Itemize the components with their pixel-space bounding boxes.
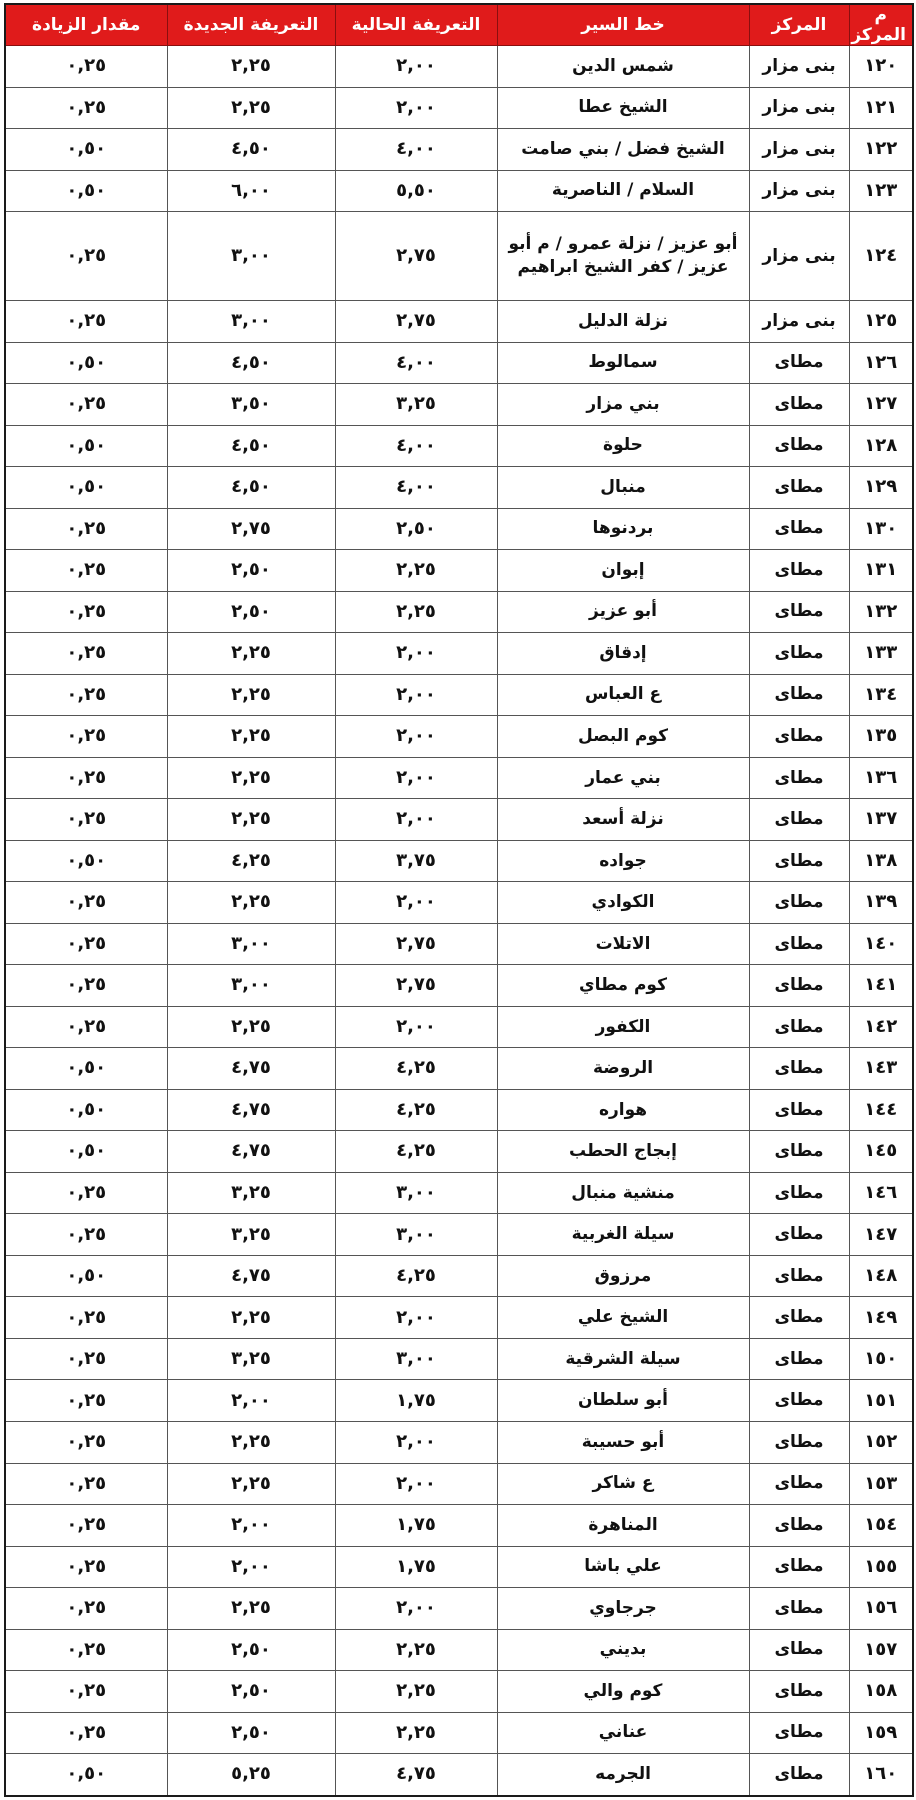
cell-current-fare: ٢,٧٥ <box>335 923 497 965</box>
cell-increase: ٠,٢٥ <box>5 508 167 550</box>
cell-new-fare: ٢,٧٥ <box>167 508 335 550</box>
cell-center: مطاى <box>749 1754 849 1796</box>
cell-route: أبو حسيبة <box>497 1421 749 1463</box>
table-header-row <box>5 4 913 46</box>
cell-center-no: ١٢١ <box>849 87 913 129</box>
cell-new-fare: ٤,٧٥ <box>167 1048 335 1090</box>
table-row <box>5 799 913 841</box>
cell-center-no: ١٤٣ <box>849 1048 913 1090</box>
cell-increase: ٠,٥٠ <box>5 1754 167 1796</box>
cell-center: مطاى <box>749 1546 849 1588</box>
cell-route: الشيخ علي <box>497 1297 749 1339</box>
fare-table <box>4 3 914 1797</box>
table-row <box>5 1380 913 1422</box>
table-row <box>5 1671 913 1713</box>
cell-route: الكوادي <box>497 882 749 924</box>
header-center-no: م المركز <box>849 4 913 46</box>
cell-current-fare: ٢,٢٥ <box>335 1712 497 1754</box>
table-row <box>5 1297 913 1339</box>
cell-current-fare: ٢,٠٠ <box>335 799 497 841</box>
cell-increase: ٠,٥٠ <box>5 467 167 509</box>
table-row <box>5 965 913 1007</box>
cell-current-fare: ٢,٢٥ <box>335 550 497 592</box>
cell-new-fare: ٣,٢٥ <box>167 1214 335 1256</box>
cell-new-fare: ٤,٧٥ <box>167 1131 335 1173</box>
cell-increase: ٠,٢٥ <box>5 1421 167 1463</box>
cell-center-no: ١٤٧ <box>849 1214 913 1256</box>
cell-center: بنى مزار <box>749 212 849 301</box>
cell-current-fare: ٢,٠٠ <box>335 757 497 799</box>
table-row <box>5 467 913 509</box>
cell-current-fare: ٤,٢٥ <box>335 1131 497 1173</box>
cell-increase: ٠,٢٥ <box>5 965 167 1007</box>
cell-route: سيلة الشرقية <box>497 1338 749 1380</box>
cell-increase: ٠,٢٥ <box>5 212 167 301</box>
cell-current-fare: ٣,٠٠ <box>335 1338 497 1380</box>
cell-route: بردنوها <box>497 508 749 550</box>
cell-increase: ٠,٢٥ <box>5 1172 167 1214</box>
cell-center: مطاى <box>749 1629 849 1671</box>
cell-current-fare: ٢,٠٠ <box>335 1421 497 1463</box>
cell-current-fare: ٢,٠٠ <box>335 1463 497 1505</box>
cell-route: أبو عزيز <box>497 591 749 633</box>
cell-new-fare: ٣,٠٠ <box>167 212 335 301</box>
table-row <box>5 1505 913 1547</box>
cell-center-no: ١٥٦ <box>849 1588 913 1630</box>
cell-route: ع العباس <box>497 674 749 716</box>
cell-route: كوم مطاي <box>497 965 749 1007</box>
table-row <box>5 1754 913 1796</box>
cell-current-fare: ٢,٧٥ <box>335 212 497 301</box>
cell-current-fare: ٤,٧٥ <box>335 1754 497 1796</box>
cell-center-no: ١٥١ <box>849 1380 913 1422</box>
cell-increase: ٠,٥٠ <box>5 1048 167 1090</box>
cell-increase: ٠,٢٥ <box>5 1338 167 1380</box>
cell-center: مطاى <box>749 1131 849 1173</box>
table-row <box>5 840 913 882</box>
cell-route: أبو عزيز / نزلة عمرو / م أبو عزيز / كفر الشيخ ابراهيم <box>497 212 749 301</box>
cell-new-fare: ٣,٠٠ <box>167 965 335 1007</box>
cell-center: مطاى <box>749 716 849 758</box>
cell-new-fare: ٤,٥٠ <box>167 342 335 384</box>
cell-center-no: ١٢٨ <box>849 425 913 467</box>
cell-route: الجرمه <box>497 1754 749 1796</box>
table-row <box>5 1089 913 1131</box>
cell-center: مطاى <box>749 1006 849 1048</box>
cell-route: السلام / الناصرية <box>497 170 749 212</box>
cell-route: مرزوق <box>497 1255 749 1297</box>
cell-center-no: ١٤٠ <box>849 923 913 965</box>
cell-center: مطاى <box>749 1214 849 1256</box>
cell-center-no: ١٢٤ <box>849 212 913 301</box>
table-row <box>5 550 913 592</box>
table-row <box>5 1463 913 1505</box>
cell-increase: ٠,٢٥ <box>5 1546 167 1588</box>
cell-current-fare: ٢,٠٠ <box>335 46 497 88</box>
cell-route: إبوان <box>497 550 749 592</box>
table-row <box>5 882 913 924</box>
cell-new-fare: ٤,٢٥ <box>167 840 335 882</box>
cell-center-no: ١٤٨ <box>849 1255 913 1297</box>
header-center: المركز <box>749 4 849 46</box>
cell-increase: ٠,٢٥ <box>5 301 167 343</box>
cell-route: جواده <box>497 840 749 882</box>
table-row <box>5 633 913 675</box>
cell-increase: ٠,٢٥ <box>5 799 167 841</box>
cell-increase: ٠,٢٥ <box>5 757 167 799</box>
cell-increase: ٠,٢٥ <box>5 384 167 426</box>
cell-center-no: ١٣٦ <box>849 757 913 799</box>
cell-route: الروضة <box>497 1048 749 1090</box>
cell-increase: ٠,٢٥ <box>5 716 167 758</box>
table-row <box>5 1214 913 1256</box>
cell-center-no: ١٢٧ <box>849 384 913 426</box>
cell-center: مطاى <box>749 1588 849 1630</box>
cell-current-fare: ٣,٠٠ <box>335 1172 497 1214</box>
cell-center-no: ١٤١ <box>849 965 913 1007</box>
cell-center-no: ١٣٧ <box>849 799 913 841</box>
cell-new-fare: ٢,٥٠ <box>167 591 335 633</box>
cell-center-no: ١٣٩ <box>849 882 913 924</box>
cell-center: مطاى <box>749 882 849 924</box>
cell-current-fare: ٢,٠٠ <box>335 633 497 675</box>
cell-route: منشية منبال <box>497 1172 749 1214</box>
cell-current-fare: ١,٧٥ <box>335 1380 497 1422</box>
cell-center: بنى مزار <box>749 46 849 88</box>
cell-center: مطاى <box>749 508 849 550</box>
cell-center-no: ١٣٨ <box>849 840 913 882</box>
cell-new-fare: ٢,٢٥ <box>167 1297 335 1339</box>
cell-increase: ٠,٢٥ <box>5 1297 167 1339</box>
cell-new-fare: ٢,٢٥ <box>167 1006 335 1048</box>
cell-increase: ٠,٢٥ <box>5 550 167 592</box>
table-row <box>5 170 913 212</box>
cell-new-fare: ٣,٢٥ <box>167 1172 335 1214</box>
table-row <box>5 1546 913 1588</box>
cell-center: مطاى <box>749 1463 849 1505</box>
table-row <box>5 508 913 550</box>
table-row <box>5 212 913 301</box>
header-current-fare: التعريفة الحالية <box>335 4 497 46</box>
cell-new-fare: ٢,٢٥ <box>167 633 335 675</box>
cell-new-fare: ٢,٥٠ <box>167 1712 335 1754</box>
cell-route: هواره <box>497 1089 749 1131</box>
cell-center-no: ١٣٢ <box>849 591 913 633</box>
cell-new-fare: ٤,٧٥ <box>167 1255 335 1297</box>
table-row <box>5 1629 913 1671</box>
cell-new-fare: ٣,٥٠ <box>167 384 335 426</box>
cell-center: مطاى <box>749 923 849 965</box>
cell-center-no: ١٣٥ <box>849 716 913 758</box>
cell-center: مطاى <box>749 1255 849 1297</box>
cell-new-fare: ٦,٠٠ <box>167 170 335 212</box>
table-row <box>5 757 913 799</box>
cell-center: مطاى <box>749 384 849 426</box>
cell-center-no: ١٣٠ <box>849 508 913 550</box>
cell-center: مطاى <box>749 1172 849 1214</box>
cell-route: المناهرة <box>497 1505 749 1547</box>
cell-route: سمالوط <box>497 342 749 384</box>
cell-center: بنى مزار <box>749 170 849 212</box>
cell-new-fare: ٢,٢٥ <box>167 716 335 758</box>
cell-current-fare: ٢,٥٠ <box>335 508 497 550</box>
cell-increase: ٠,٥٠ <box>5 342 167 384</box>
table-row <box>5 923 913 965</box>
cell-increase: ٠,٢٥ <box>5 1214 167 1256</box>
cell-increase: ٠,٥٠ <box>5 1089 167 1131</box>
cell-new-fare: ٢,٢٥ <box>167 674 335 716</box>
cell-center: مطاى <box>749 674 849 716</box>
cell-center-no: ١٦٠ <box>849 1754 913 1796</box>
table-row <box>5 1048 913 1090</box>
cell-increase: ٠,٢٥ <box>5 1712 167 1754</box>
table-row <box>5 716 913 758</box>
cell-new-fare: ٢,٠٠ <box>167 1505 335 1547</box>
cell-new-fare: ٤,٥٠ <box>167 467 335 509</box>
cell-center-no: ١٢٩ <box>849 467 913 509</box>
table-body <box>5 46 913 1797</box>
cell-new-fare: ٢,٢٥ <box>167 799 335 841</box>
table-row <box>5 674 913 716</box>
cell-route: أبو سلطان <box>497 1380 749 1422</box>
cell-center: مطاى <box>749 799 849 841</box>
cell-route: نزلة أسعد <box>497 799 749 841</box>
cell-center-no: ١٤٤ <box>849 1089 913 1131</box>
table-row <box>5 1131 913 1173</box>
cell-center-no: ١٣٤ <box>849 674 913 716</box>
table-row <box>5 425 913 467</box>
cell-route: الشيخ عطا <box>497 87 749 129</box>
cell-current-fare: ٣,٧٥ <box>335 840 497 882</box>
cell-increase: ٠,٢٥ <box>5 674 167 716</box>
table-row <box>5 1172 913 1214</box>
cell-current-fare: ٢,٠٠ <box>335 674 497 716</box>
cell-center-no: ١٤٦ <box>849 1172 913 1214</box>
table-row <box>5 87 913 129</box>
cell-new-fare: ٣,٠٠ <box>167 301 335 343</box>
cell-increase: ٠,٢٥ <box>5 1671 167 1713</box>
cell-center: مطاى <box>749 1089 849 1131</box>
cell-center: مطاى <box>749 467 849 509</box>
cell-new-fare: ٢,٢٥ <box>167 87 335 129</box>
cell-center-no: ١٤٥ <box>849 1131 913 1173</box>
cell-route: علي باشا <box>497 1546 749 1588</box>
cell-center-no: ١٢٠ <box>849 46 913 88</box>
cell-center-no: ١٢٥ <box>849 301 913 343</box>
cell-center: مطاى <box>749 1338 849 1380</box>
cell-current-fare: ٢,٠٠ <box>335 87 497 129</box>
cell-center-no: ١٥٥ <box>849 1546 913 1588</box>
table-row <box>5 129 913 171</box>
cell-increase: ٠,٢٥ <box>5 882 167 924</box>
table-row <box>5 301 913 343</box>
cell-increase: ٠,٢٥ <box>5 46 167 88</box>
cell-new-fare: ٢,٥٠ <box>167 1671 335 1713</box>
cell-current-fare: ١,٧٥ <box>335 1546 497 1588</box>
cell-center: مطاى <box>749 425 849 467</box>
cell-current-fare: ٣,٠٠ <box>335 1214 497 1256</box>
cell-new-fare: ٥,٢٥ <box>167 1754 335 1796</box>
cell-current-fare: ٢,٢٥ <box>335 1671 497 1713</box>
cell-new-fare: ٢,٥٠ <box>167 550 335 592</box>
cell-new-fare: ٣,٠٠ <box>167 923 335 965</box>
cell-new-fare: ٢,٢٥ <box>167 882 335 924</box>
cell-new-fare: ٢,٢٥ <box>167 1463 335 1505</box>
cell-center-no: ١٥٠ <box>849 1338 913 1380</box>
cell-route: الاتلات <box>497 923 749 965</box>
cell-increase: ٠,٥٠ <box>5 840 167 882</box>
cell-route: كوم البصل <box>497 716 749 758</box>
cell-new-fare: ٢,٢٥ <box>167 757 335 799</box>
cell-increase: ٠,٢٥ <box>5 1588 167 1630</box>
cell-current-fare: ٢,٠٠ <box>335 716 497 758</box>
cell-route: نزلة الدليل <box>497 301 749 343</box>
cell-current-fare: ٤,٢٥ <box>335 1089 497 1131</box>
cell-route: عناني <box>497 1712 749 1754</box>
cell-center-no: ١٤٩ <box>849 1297 913 1339</box>
cell-current-fare: ٣,٢٥ <box>335 384 497 426</box>
cell-increase: ٠,٥٠ <box>5 425 167 467</box>
cell-center-no: ١٢٢ <box>849 129 913 171</box>
cell-increase: ٠,٢٥ <box>5 633 167 675</box>
cell-center: مطاى <box>749 1380 849 1422</box>
table-row <box>5 46 913 88</box>
cell-increase: ٠,٢٥ <box>5 1463 167 1505</box>
cell-current-fare: ٢,٠٠ <box>335 1297 497 1339</box>
cell-increase: ٠,٥٠ <box>5 170 167 212</box>
cell-increase: ٠,٥٠ <box>5 129 167 171</box>
cell-route: كوم والي <box>497 1671 749 1713</box>
cell-center-no: ١٤٢ <box>849 1006 913 1048</box>
cell-current-fare: ٢,٧٥ <box>335 301 497 343</box>
cell-increase: ٠,٢٥ <box>5 1380 167 1422</box>
cell-current-fare: ٢,٠٠ <box>335 1588 497 1630</box>
cell-increase: ٠,٢٥ <box>5 87 167 129</box>
cell-current-fare: ٤,٢٥ <box>335 1255 497 1297</box>
cell-center: مطاى <box>749 342 849 384</box>
table-row <box>5 591 913 633</box>
cell-route: بني عمار <box>497 757 749 799</box>
cell-route: بديني <box>497 1629 749 1671</box>
cell-new-fare: ٢,٥٠ <box>167 1629 335 1671</box>
cell-center-no: ١٥٧ <box>849 1629 913 1671</box>
cell-center-no: ١٣٣ <box>849 633 913 675</box>
cell-center: بنى مزار <box>749 301 849 343</box>
cell-current-fare: ٤,٠٠ <box>335 129 497 171</box>
cell-route: منبال <box>497 467 749 509</box>
header-new-fare: التعريفة الجديدة <box>167 4 335 46</box>
table-row <box>5 1255 913 1297</box>
header-route: خط السير <box>497 4 749 46</box>
cell-current-fare: ٤,٢٥ <box>335 1048 497 1090</box>
cell-current-fare: ٤,٠٠ <box>335 342 497 384</box>
cell-center-no: ١٢٦ <box>849 342 913 384</box>
cell-route: سيلة الغربية <box>497 1214 749 1256</box>
table-row <box>5 1421 913 1463</box>
cell-center-no: ١٥٤ <box>849 1505 913 1547</box>
cell-center-no: ١٣١ <box>849 550 913 592</box>
cell-current-fare: ٢,٢٥ <box>335 1629 497 1671</box>
cell-new-fare: ٢,٢٥ <box>167 1588 335 1630</box>
cell-center: مطاى <box>749 1712 849 1754</box>
cell-current-fare: ١,٧٥ <box>335 1505 497 1547</box>
cell-center: مطاى <box>749 1048 849 1090</box>
cell-route: ع شاكر <box>497 1463 749 1505</box>
cell-center: مطاى <box>749 840 849 882</box>
cell-current-fare: ٤,٠٠ <box>335 425 497 467</box>
cell-center: مطاى <box>749 965 849 1007</box>
table-row <box>5 1338 913 1380</box>
cell-route: الكفور <box>497 1006 749 1048</box>
cell-new-fare: ٢,٢٥ <box>167 1421 335 1463</box>
cell-current-fare: ٥,٥٠ <box>335 170 497 212</box>
cell-center-no: ١٥٢ <box>849 1421 913 1463</box>
cell-center: مطاى <box>749 1671 849 1713</box>
cell-route: بني مزار <box>497 384 749 426</box>
cell-route: إبجاج الحطب <box>497 1131 749 1173</box>
cell-increase: ٠,٢٥ <box>5 1006 167 1048</box>
cell-center: مطاى <box>749 550 849 592</box>
cell-current-fare: ٢,٧٥ <box>335 965 497 1007</box>
cell-center-no: ١٢٣ <box>849 170 913 212</box>
cell-current-fare: ٢,٢٥ <box>335 591 497 633</box>
cell-increase: ٠,٢٥ <box>5 923 167 965</box>
cell-increase: ٠,٥٠ <box>5 1131 167 1173</box>
cell-center: مطاى <box>749 591 849 633</box>
cell-center: مطاى <box>749 633 849 675</box>
cell-center: مطاى <box>749 1297 849 1339</box>
cell-current-fare: ٢,٠٠ <box>335 882 497 924</box>
cell-center-no: ١٥٣ <box>849 1463 913 1505</box>
cell-current-fare: ٤,٠٠ <box>335 467 497 509</box>
cell-route: الشيخ فضل / بني صامت <box>497 129 749 171</box>
table-row <box>5 1588 913 1630</box>
cell-increase: ٠,٢٥ <box>5 1505 167 1547</box>
cell-increase: ٠,٢٥ <box>5 591 167 633</box>
cell-route: شمس الدين <box>497 46 749 88</box>
cell-new-fare: ٣,٢٥ <box>167 1338 335 1380</box>
cell-center: مطاى <box>749 1421 849 1463</box>
table-row <box>5 342 913 384</box>
cell-current-fare: ٢,٠٠ <box>335 1006 497 1048</box>
cell-route: إدقاق <box>497 633 749 675</box>
cell-center: بنى مزار <box>749 129 849 171</box>
table-row <box>5 1712 913 1754</box>
cell-new-fare: ٢,٠٠ <box>167 1546 335 1588</box>
cell-route: حلوة <box>497 425 749 467</box>
cell-new-fare: ٢,٠٠ <box>167 1380 335 1422</box>
header-increase: مقدار الزيادة <box>5 4 167 46</box>
cell-center: مطاى <box>749 757 849 799</box>
cell-new-fare: ٤,٥٠ <box>167 425 335 467</box>
cell-new-fare: ٤,٧٥ <box>167 1089 335 1131</box>
cell-center-no: ١٥٩ <box>849 1712 913 1754</box>
cell-new-fare: ٤,٥٠ <box>167 129 335 171</box>
cell-increase: ٠,٥٠ <box>5 1255 167 1297</box>
cell-increase: ٠,٢٥ <box>5 1629 167 1671</box>
table-row <box>5 384 913 426</box>
table-row <box>5 1006 913 1048</box>
cell-new-fare: ٢,٢٥ <box>167 46 335 88</box>
cell-center: مطاى <box>749 1505 849 1547</box>
cell-center: بنى مزار <box>749 87 849 129</box>
cell-center-no: ١٥٨ <box>849 1671 913 1713</box>
cell-route: جرجاوي <box>497 1588 749 1630</box>
